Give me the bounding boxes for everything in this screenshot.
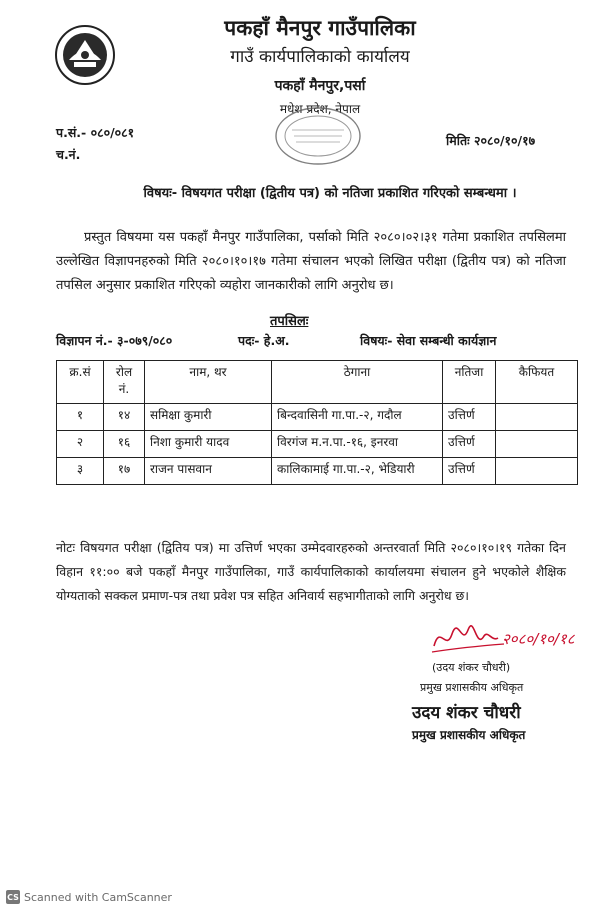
body-text: प्रस्तुत विषयमा यस पकहाँ मैनपुर गाउँपालिका, पर्साको मिति २०८०।०२।३१ गतेमा प्रकाशित तपसिलमा उल्लेखित विज्ञापनहरुको मिति २०८०।१०।१७ गतेमा संचालन भएको लिखित परीक्षा (द्वितीय पत्र) को नतिजा तपसिल अनुसार प्रकाशित गरिएको व्यहोरा जानकारीको लागि अनुरोध छ।	[56, 230, 566, 293]
cell-roll: १७	[104, 458, 145, 485]
cell-remarks	[496, 458, 578, 485]
col-serial: क्र.सं	[57, 361, 104, 404]
note-paragraph: नोटः विषयगत परीक्षा (द्वितिय पत्र) मा उत्तिर्ण भएका उम्मेदवारहरुको अन्तरवार्ता मिति २०८०।१०।१९ गतेका दिन विहान ११:०० बजे पकहाँ मैनपुर गाउँपालिका, गाउँ कार्यपालिकाको कार्यालयमा संचालन हुने भएकोले शैक्षिक योग्यताको सक्कल प्रमाण-पत्र तथा प्रवेश पत्र सहित अनिवार्य सहभागीताको लागि अनुरोध छ।	[56, 540, 566, 603]
signatory-name-stamp: उदय शंकर चौधरी	[412, 703, 521, 723]
office-name: गाउँ कार्यपालिकाको कार्यालय	[230, 47, 410, 67]
signatory-title-stamp: प्रमुख प्रशासकीय अधिकृत	[412, 728, 526, 742]
cell-serial: २	[57, 431, 104, 458]
col-roll: रोल नं.	[104, 361, 145, 404]
cell-name: समिक्षा कुमारी	[145, 404, 272, 431]
signatory-title-small: प्रमुख प्रशासकीय अधिकृत	[420, 681, 524, 694]
cell-remarks	[496, 431, 578, 458]
signatory-name-small: (उदय शंकर चौधरी)	[432, 661, 511, 674]
results-table	[56, 360, 578, 485]
cell-address: कालिकामाई गा.पा.-२, भेडियारी	[272, 458, 443, 485]
col-result: नतिजा	[443, 361, 496, 404]
scanner-label: Scanned with CamScanner	[24, 890, 172, 904]
reference-number: प.सं.- ०८०/०८१	[56, 125, 135, 140]
signature-date: २०८०/१०/१८	[502, 630, 575, 648]
cell-name: निशा कुमारी यादव	[145, 431, 272, 458]
advertisement-number: विज्ञापन नं.- ३-०७९/०८०	[56, 333, 173, 348]
table-row	[57, 431, 578, 458]
cell-result: उत्तिर्ण	[443, 431, 496, 458]
letter-subject: विषयः- विषयगत परीक्षा (द्वितीय पत्र) को नतिजा प्रकाशित गरिएको सम्बन्धमा ।	[143, 186, 517, 201]
cell-result: उत्तिर्ण	[443, 404, 496, 431]
table-row	[57, 458, 578, 485]
camscanner-icon: CS	[6, 890, 20, 904]
nepal-emblem-logo	[54, 24, 116, 86]
col-address: ठेगाना	[272, 361, 443, 404]
cell-serial: १	[57, 404, 104, 431]
tapasil-heading: तपसिलः	[270, 314, 309, 329]
cell-address: विरगंज म.न.पा.-१६, इनरवा	[272, 431, 443, 458]
col-remarks: कैफियत	[496, 361, 578, 404]
advertisement-subject: विषयः- सेवा सम्बन्धी कार्यज्ञान	[360, 333, 497, 348]
office-location: पकहाँ मैनपुर,पर्सा	[274, 78, 366, 94]
scanner-watermark	[6, 890, 172, 904]
advertisement-post: पदः- हे.अ.	[238, 333, 290, 348]
cell-name: राजन पासवान	[145, 458, 272, 485]
municipality-name: पकहाँ मैनपुर गाउँपालिका	[224, 16, 416, 40]
cell-roll: १६	[104, 431, 145, 458]
letter-date: मितिः २०८०/१०/१७	[446, 133, 536, 148]
cell-result: उत्तिर्ण	[443, 458, 496, 485]
cell-roll: १४	[104, 404, 145, 431]
dispatch-number: च.नं.	[56, 147, 81, 162]
table-row	[57, 404, 578, 431]
cell-remarks	[496, 404, 578, 431]
col-name: नाम, थर	[145, 361, 272, 404]
office-province: मधेश प्रदेश, नेपाल	[279, 102, 361, 116]
table-header-row	[57, 361, 578, 404]
handwritten-signature	[428, 616, 578, 660]
cell-serial: ३	[57, 458, 104, 485]
body-paragraph	[56, 226, 566, 298]
office-stamp	[272, 104, 364, 168]
cell-address: बिन्दवासिनी गा.पा.-२, गदौल	[272, 404, 443, 431]
